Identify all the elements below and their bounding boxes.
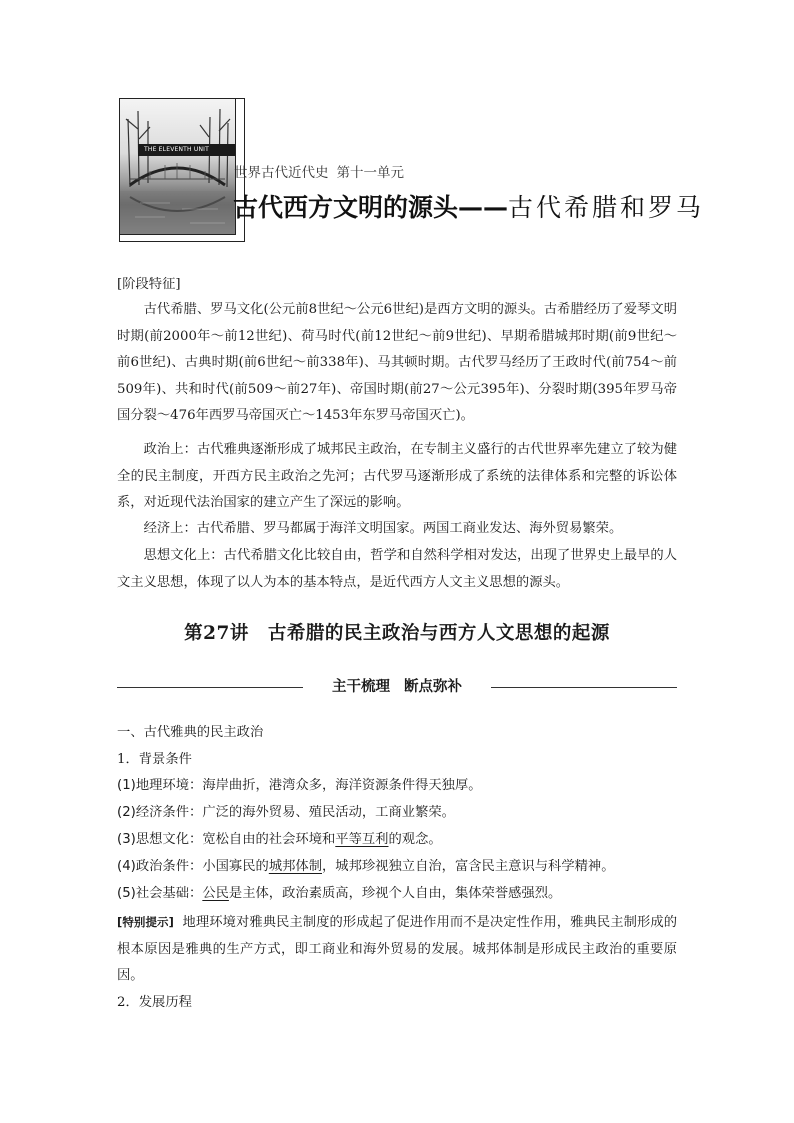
item-society: (5)社会基础：公民是主体，政治素质高，珍视个人自由，集体荣誉感强烈。 bbox=[117, 886, 562, 901]
divider-line-right bbox=[491, 687, 677, 688]
special-tip-label: [特别提示] bbox=[117, 915, 174, 929]
unit-title bbox=[233, 188, 704, 224]
stage-paragraph-culture: 思想文化上：古代希腊文化比较自由，哲学和自然科学相对发达，出现了世界史上最早的人文主义思想，体现了以人为本的基本特点，是近代西方人文主义思想的源头。 bbox=[117, 548, 677, 590]
stage-paragraph-politics: 政治上：古代雅典逐渐形成了城邦民主政治，在专制主义盛行的古代世界率先建立了较为健全的民主制度，开西方民主政治之先河；古代罗马逐渐形成了系统的法律体系和完整的诉讼体系，对近现代法治国家的建立产生了深远的影响。 bbox=[117, 442, 677, 510]
stage-label: [阶段特征] bbox=[117, 277, 181, 292]
bridge-photo bbox=[120, 99, 236, 235]
unit-label bbox=[234, 161, 404, 181]
divider-part2: 断点弥补 bbox=[404, 679, 462, 695]
unit-cover-image bbox=[119, 98, 245, 242]
heading-athens-democracy: 一、古代雅典的民主政治 bbox=[117, 725, 264, 740]
keyword-city-state: 城邦体制 bbox=[268, 859, 322, 874]
stage-paragraph-economy: 经济上：古代希腊、罗马都属于海洋文明国家。两国工商业发达、海外贸易繁荣。 bbox=[143, 521, 623, 536]
item-thought: (3)思想文化：宽松自由的社会环境和平等互利的观念。 bbox=[117, 832, 442, 847]
stage-paragraph-overview: 古代希腊、罗马文化(公元前8世纪～公元6世纪)是西方文明的源头。古希腊经历了爱琴文明时期(前2000年～前12世纪)、荷马时代(前12世纪～前9世纪)、早期希腊城邦时期(前9世纪～前6世纪)、古典时期(前6世纪～前338年)、马其顿时期。古代罗马经历了王政时代(前754～前509年)、共和时代(前509～前27年)、帝国时期(前27～公元395年)、分裂时期(395年罗马帝国分裂～476年西罗马帝国灭亡～1453年东罗马帝国灭亡)。 bbox=[117, 302, 677, 423]
bridge-illustration bbox=[120, 99, 235, 234]
item-economy: (2)经济条件：广泛的海外贸易、殖民活动，工商业繁荣。 bbox=[117, 805, 455, 820]
unit-title-main: 古代西方文明的源头—— bbox=[233, 193, 509, 222]
lecture-title: 第27讲 古希腊的民主政治与西方人文思想的起源 bbox=[184, 623, 610, 644]
special-tip-text: 地理环境对雅典民主制度的形成起了促进作用而不是决定性作用，雅典民主制形成的根本原因是雅典的生产方式，即工商业和海外贸易的发展。城邦体制是形成民主政治的重要原因。 bbox=[117, 915, 678, 983]
cover-banner: THE ELEVENTH UNIT bbox=[138, 144, 235, 156]
item-politics: (4)政治条件：小国寡民的城邦体制，城邦珍视独立自治，富含民主意识与科学精神。 bbox=[117, 859, 615, 874]
unit-series: 世界古代近代史 bbox=[234, 165, 329, 181]
keyword-equality: 平等互利 bbox=[335, 832, 389, 847]
divider-part1: 主干梳理 bbox=[332, 679, 390, 695]
unit-title-sub: 古代希腊和罗马 bbox=[508, 193, 705, 222]
special-tip bbox=[117, 909, 677, 990]
item-geography: (1)地理环境：海岸曲折，港湾众多，海洋资源条件得天独厚。 bbox=[117, 778, 482, 793]
keyword-citizen: 公民 bbox=[202, 886, 229, 901]
subheading-development: 2．发展历程 bbox=[117, 995, 192, 1010]
unit-number: 第十一单元 bbox=[336, 165, 404, 181]
section-divider bbox=[117, 676, 677, 698]
subheading-background: 1．背景条件 bbox=[117, 752, 192, 767]
